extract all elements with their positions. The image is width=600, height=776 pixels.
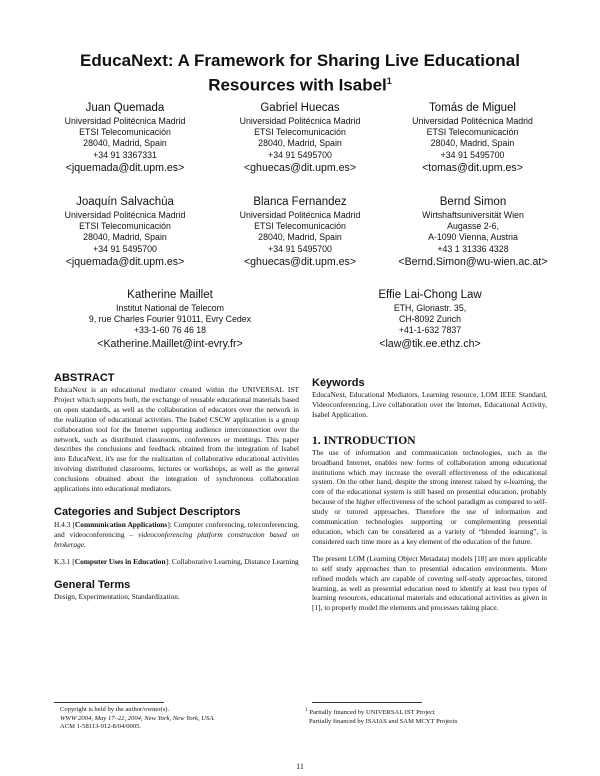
footnote-divider: [312, 702, 422, 703]
author-address: 28040, Madrid, Spain: [83, 138, 167, 149]
author-affiliation: Universidad Politécnica Madrid: [239, 210, 361, 220]
left-column: [54, 372, 299, 602]
author-affiliation: Universidad Politécnica Madrid: [412, 116, 533, 126]
author-affiliation: Wirtshaftsuniversität Wien: [422, 210, 524, 220]
author-department: ETSI Telecomunicación: [79, 221, 171, 232]
author-email: <Katherine.Maillet@int-evry.fr>: [97, 337, 243, 350]
introduction-paragraph: The use of information and communication technologies, such as the broadband Internet, enables new forms of collaboration among educational institutions which may increase the overall effectiveness of the educational system. On the other hand, despite the strong interest raised by e-learning, the core of the educational system is still based on presential education, probably because of the higher effectiveness of the school paradigm as compared to self-study or tutored approaches. Therefore the use of information and communication technologies supporting or complementing presential education, which can be considered as a variety of “blended learning”, is considered each time more as a key element of the education of the future.: [312, 447, 547, 546]
author-name: Gabriel Huecas: [260, 102, 340, 114]
author-email: <tomas@dit.upm.es>: [422, 161, 523, 174]
author-block: [378, 195, 568, 269]
author-affiliation: ETH, Gloriastr. 35,: [393, 303, 467, 313]
author-name: Bernd Simon: [439, 196, 507, 208]
author-block: [215, 195, 385, 269]
introduction-paragraph: The present LOM (Learning Object Metadata) models [18] are more applicable to self study approaches than to presential education environments. More refined models which are capable of covering self-study approaches, tutored learning, as well as presential education need to identify at least two types of learning resources, educational materials and educational activities as given in [1], to properly model the elements and processes taking place.: [312, 553, 547, 613]
author-department: ETSI Telecomunicación: [426, 127, 519, 138]
author-email: <Bernd.Simon@wu-wien.ac.at>: [398, 255, 548, 268]
page-number: 11: [296, 762, 304, 771]
author-affiliation: Institut National de Telecom: [116, 303, 224, 313]
author-name: Joaquín Salvachúa: [76, 196, 174, 208]
author-address: CH-8092 Zurich: [398, 314, 462, 325]
author-department: ETSI Telecomunicación: [254, 127, 346, 138]
author-email: <ghuecas@dit.upm.es>: [243, 161, 357, 174]
category-item: K.3.1 [Computer Uses in Education]: Collaborative Learning, Distance Learning: [54, 556, 299, 566]
author-department: ETSI Telecomunicación: [79, 127, 171, 138]
author-block: [385, 101, 560, 175]
footnotes-block: [305, 706, 545, 726]
author-address: 28040, Madrid, Spain: [258, 138, 342, 149]
author-name: Blanca Fernandez: [253, 196, 347, 208]
abstract-heading: ABSTRACT: [54, 372, 115, 384]
categories-heading: Categories and Subject Descriptors: [54, 505, 241, 518]
author-block: [60, 288, 280, 351]
author-name: Tomás de Miguel: [429, 102, 516, 114]
author-phone: +34 91 5495700: [268, 243, 332, 254]
author-block: [40, 195, 210, 269]
author-name: Effie Lai-Chong Law: [378, 289, 482, 301]
acm-line: ACM 1-58113-912-8/04/0005.: [60, 723, 142, 731]
author-phone: +34 91 3367331: [93, 149, 157, 160]
author-affiliation: Universidad Politécnica Madrid: [239, 116, 361, 126]
author-email: <ghuecas@dit.upm.es>: [243, 255, 357, 268]
author-phone: +43 1 31336 4328: [437, 243, 509, 254]
footnote-divider: [54, 702, 164, 703]
author-phone: +41-1-632 7837: [398, 325, 462, 336]
category-item: H.4.3 [Communication Applications]: Computer conferencing, teleconferencing, and videoconferencing – videoconferencing platform construction based on brokerage.: [54, 519, 300, 549]
author-address: 28040, Madrid, Spain: [258, 232, 342, 243]
author-street: Augasse 2-6,: [447, 221, 499, 232]
paper-title: [0, 50, 600, 96]
author-email: <jquemada@dit.upm.es>: [65, 161, 185, 174]
author-block: [215, 101, 385, 175]
author-address: 28040, Madrid, Spain: [430, 138, 515, 149]
author-email: <law@tik.ee.ethz.ch>: [379, 337, 481, 350]
keywords-text: EducaNext, Educational Mediators, Learning resource, LOM IEEE Standard, Videoconferencing, Live collaboration over the Internet, Educational Activity, Isabel Application.: [312, 390, 547, 419]
author-affiliation: Universidad Politécnica Madrid: [64, 116, 186, 126]
author-address: A-1090 Vienna, Austria: [428, 232, 518, 243]
conference-line: WWW 2004, May 17–22, 2004, New York, New York, USA.: [60, 714, 216, 722]
footnote-2: Partially financed by ISAIAS and SAM MCYT Projects: [309, 717, 458, 725]
author-phone: +33-1-60 76 46 18: [133, 325, 207, 336]
author-block: [40, 101, 210, 175]
author-name: Katherine Maillet: [127, 289, 213, 301]
footnote-1: $^1$ Partially financed by UNIVERSAL IST Project: [305, 707, 435, 717]
right-column: [312, 377, 547, 613]
abstract-text: EducaNext is an educational mediator created within the UNIVERSAL IST Project which supports both, the exchange of reusable educational materials based on open standards, as well as the collaboration of educators over the network in the realization of educational activities. The Isabel CSCW application is a group collaboration tool for the Internet supporting audience interconnection over the network, such as distributed classrooms, conferences or meetings. This paper describes the conclusions and feedback obtained from the integration of Isabel into EducaNext, it's use for the realization of collaborative educational activities involving distributed classrooms, lectures or workshops, as well as the general conclusions obtained about the integration of synchronous collaboration applications into educational mediators.: [54, 385, 299, 494]
author-email: <jquemada@dit.upm.es>: [65, 255, 185, 268]
author-address: 9, rue Charles Fourier 91011, Evry Cedex: [88, 314, 252, 325]
author-affiliation: Universidad Politécnica Madrid: [64, 210, 186, 220]
author-phone: +34 91 5495700: [440, 149, 505, 160]
general-terms-heading: General Terms: [54, 578, 131, 591]
title-footnote-mark: 1: [386, 76, 392, 86]
author-phone: +34 91 5495700: [268, 149, 332, 160]
author-name: Juan Quemada: [85, 102, 165, 114]
copyright-line: Copyright is held by the author/owner(s).: [60, 706, 170, 713]
author-block: [330, 288, 530, 351]
title-line-2: Resources with Isabel$^1$: [208, 75, 392, 95]
author-department: ETSI Telecomunicación: [254, 221, 346, 232]
title-line-1: EducaNext: A Framework for Sharing Live Educational: [80, 51, 520, 70]
copyright-block: [60, 706, 300, 732]
introduction-heading: 1. INTRODUCTION: [312, 434, 416, 447]
author-address: 28040, Madrid, Spain: [83, 232, 167, 243]
general-terms-text: Design, Experimentation, Standardization.: [54, 591, 180, 601]
author-phone: +34 91 5495700: [93, 243, 157, 254]
keywords-heading: Keywords: [312, 377, 365, 389]
